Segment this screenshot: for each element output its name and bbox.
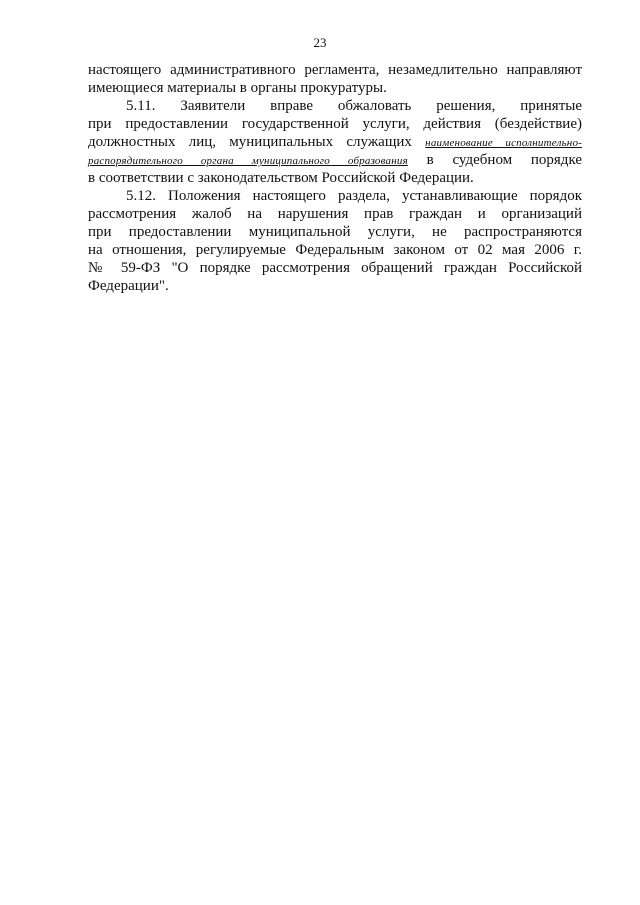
text-line: имеющиеся материалы в органы прокуратуры. — [88, 80, 387, 96]
paragraph-continuation — [88, 61, 582, 97]
text-line: при предоставлении государственной услуги, действия (бездействие) — [88, 116, 582, 132]
paragraph-5-12 — [88, 187, 582, 295]
text-line: при предоставлении муниципальной услуги, не распространяются — [88, 224, 582, 240]
page-number: 23 — [313, 35, 327, 50]
text-segment: 5.11. Заявители вправе обжаловать решения, принятые — [126, 98, 582, 114]
text-segment: 5.12. Положения настоящего раздела, устанавливающие порядок — [126, 188, 582, 204]
text-line: Федерации". — [88, 278, 169, 294]
placeholder-authority-name: наименование исполнительно- — [425, 137, 583, 149]
text-line: № 59-ФЗ "О порядке рассмотрения обращений граждан Российской — [88, 260, 582, 276]
text-line: в соответствии с законодательством Российской Федерации. — [88, 170, 474, 186]
text-line — [88, 133, 582, 151]
text-line — [88, 187, 582, 205]
text-segment: в судебном порядке — [426, 152, 583, 168]
text-line — [88, 97, 582, 115]
text-line: на отношения, регулируемые Федеральным законом от 02 мая 2006 г. — [88, 242, 582, 258]
paragraph-5-11 — [88, 97, 582, 187]
text-line — [88, 151, 582, 169]
text-segment: должностных лиц, муниципальных служащих — [88, 134, 412, 150]
placeholder-authority-name: распорядительного органа муниципального образования — [88, 155, 408, 167]
text-line: рассмотрения жалоб на нарушения прав граждан и организаций — [88, 206, 582, 222]
text-line: настоящего административного регламента, незамедлительно направляют — [88, 62, 582, 78]
document-body — [88, 61, 582, 295]
